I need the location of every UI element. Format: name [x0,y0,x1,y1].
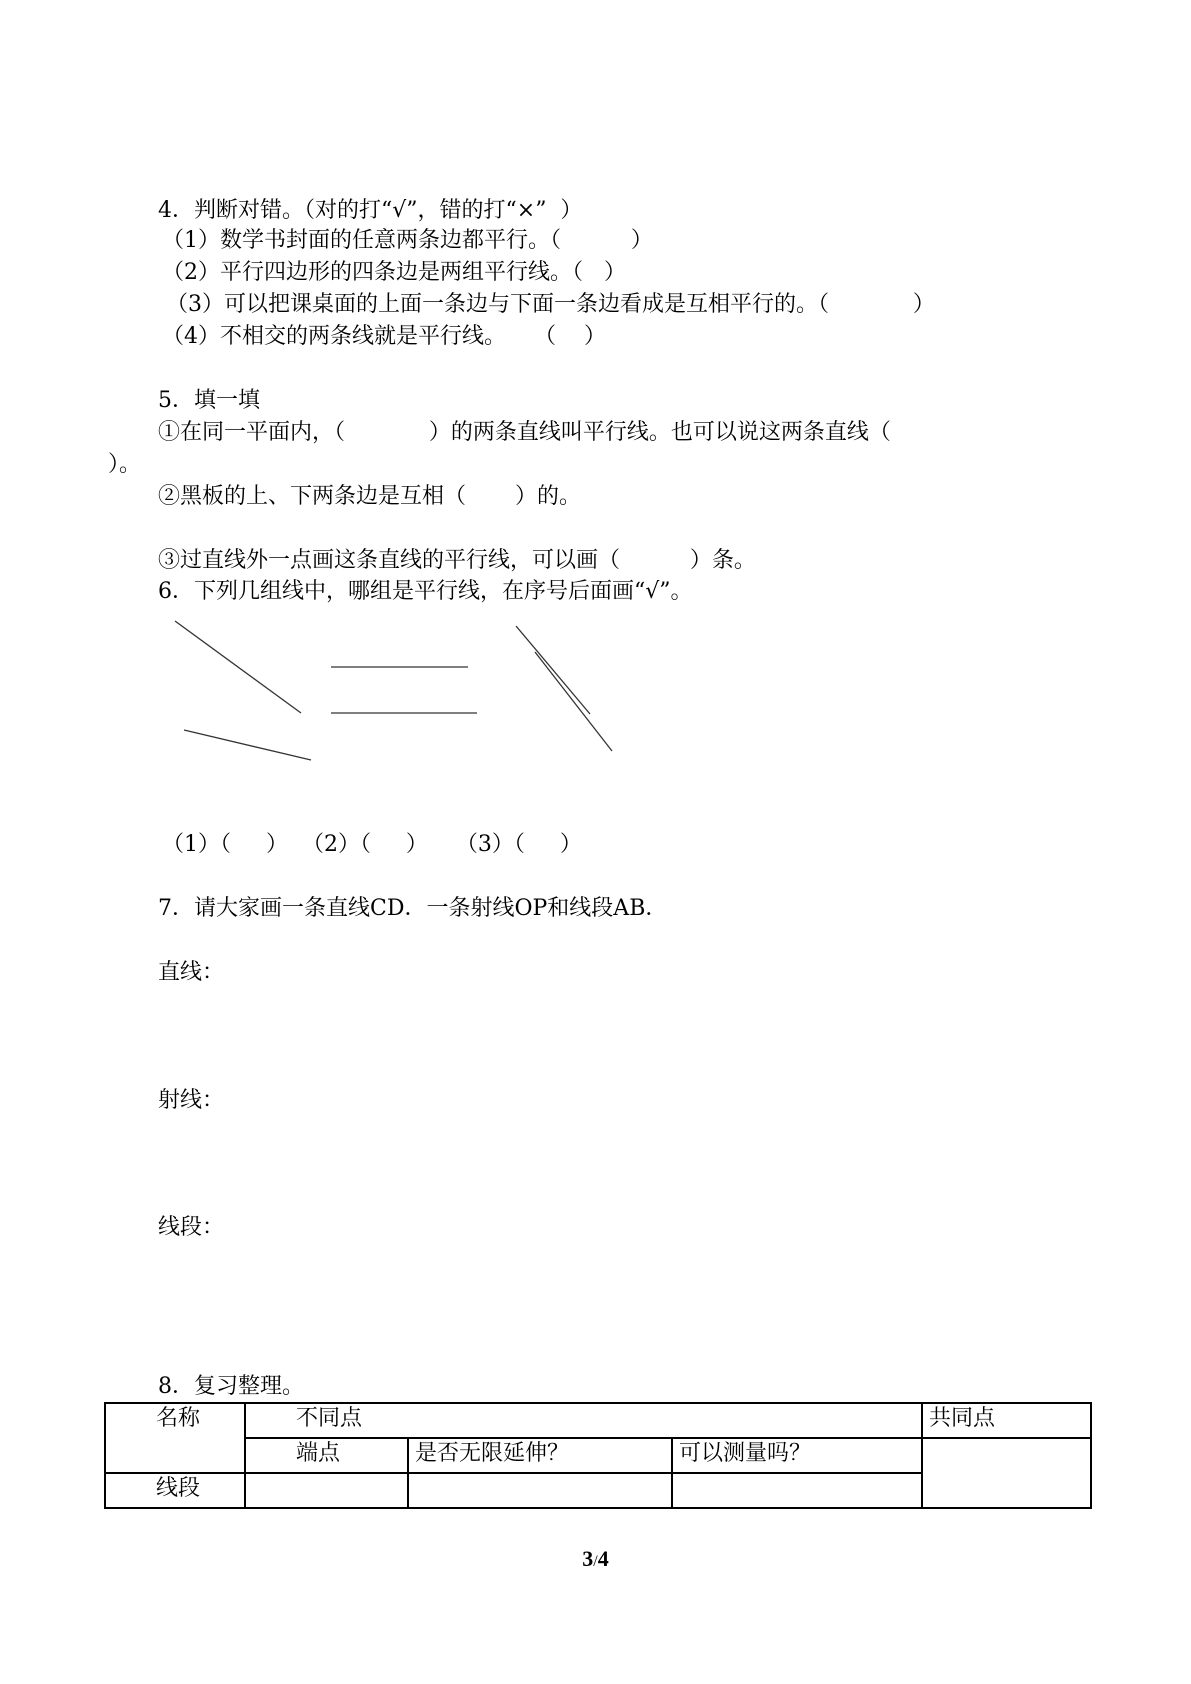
q4-item-4: （4）不相交的两条线就是平行线。 （ ） [162,324,606,349]
group3-line-a [516,626,590,714]
measure-header: 可以测量吗？ [672,1438,922,1473]
table-subheader-row [105,1438,1091,1473]
diff-header: 不同点 [245,1403,922,1438]
line-group-3 [516,626,612,751]
q8-title: 8．复习整理。 [158,1374,304,1399]
q4-item-1: （1）数学书封面的任意两条边都平行。（ ） [162,228,653,253]
segment-measure-cell [672,1473,922,1508]
q5-title: 5．填一填 [158,388,260,413]
segment-label: 线段： [158,1215,225,1240]
q4-title: 4．判断对错。（对的打“√”，错的打“×” ） [158,198,583,223]
q6-title: 6．下列几组线中，哪组是平行线，在序号后面画“√”。 [158,579,693,604]
q5-item-3: ③过直线外一点画这条直线的平行线，可以画（ ）条。 [158,548,756,573]
group3-line-b [535,652,612,751]
q6-answers: （1）（ ） （2）（ ） （3）（ ） [162,832,582,857]
line-label: 直线： [158,960,225,985]
q4-item-3: （3）可以把课桌面的上面一条边与下面一条边看成是互相平行的。（ ） [166,292,935,317]
common-cell [922,1438,1091,1508]
total-pages: 4 [597,1546,609,1571]
common-header: 共同点 [922,1403,1091,1438]
q5-item-2: ②黑板的上、下两条边是互相（ ）的。 [158,484,581,509]
current-page: 3 [582,1546,594,1571]
extend-header: 是否无限延伸？ [408,1438,672,1473]
review-table [104,1402,1092,1509]
row-label-segment: 线段 [105,1473,245,1508]
line-group-1 [175,621,311,760]
q7-title: 7．请大家画一条直线CD．一条射线OP和线段AB． [158,896,668,921]
segment-endpoint-cell [245,1473,408,1508]
q5-item-1: ①在同一平面内，（ ）的两条直线叫平行线。也可以说这两条直线（ [158,420,891,445]
table-header-row [105,1403,1091,1438]
group1-line-b [184,730,311,760]
group1-line-a [175,621,301,713]
segment-extend-cell [408,1473,672,1508]
endpoint-header: 端点 [245,1438,408,1473]
q4-item-2: （2）平行四边形的四条边是两组平行线。（ ） [162,260,626,285]
ray-label: 射线： [158,1088,225,1113]
page-number [0,1546,1191,1572]
line-group-2 [331,667,477,713]
q5-item-1-cont: ）。 [108,452,142,477]
name-header: 名称 [105,1403,245,1473]
page-separator: / [593,1553,598,1570]
